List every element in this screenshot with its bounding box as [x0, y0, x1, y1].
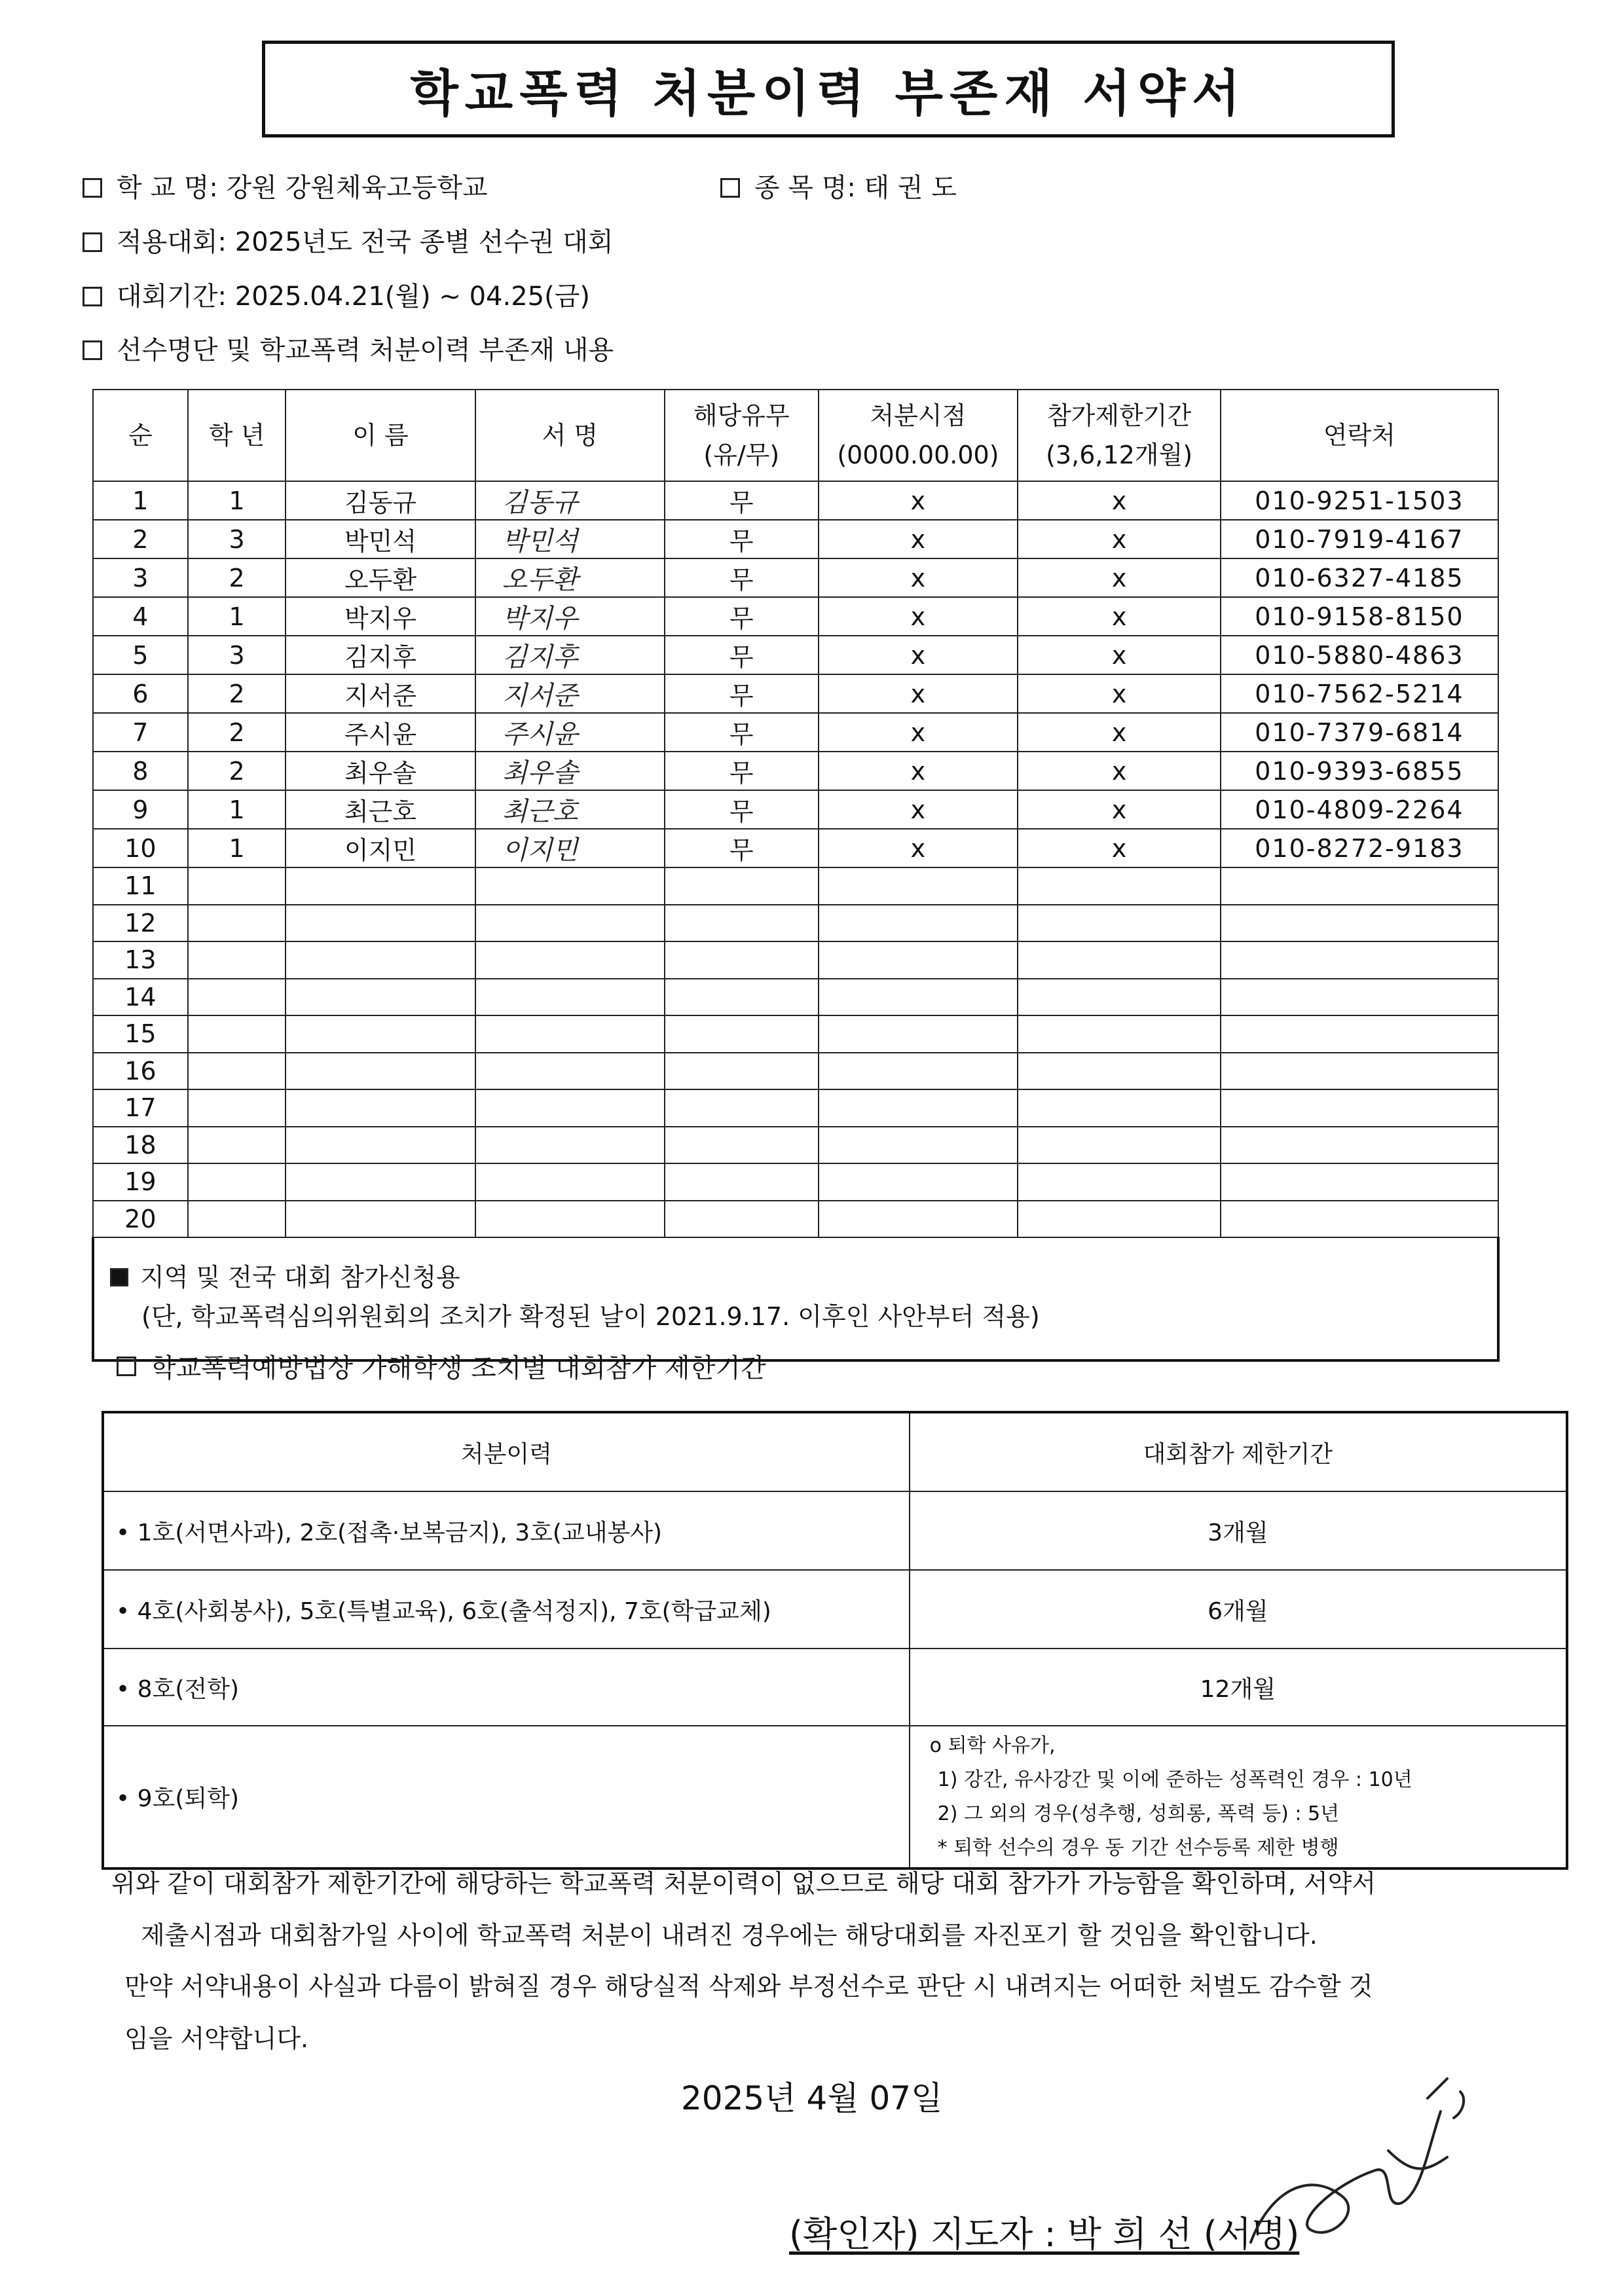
row-date: x: [819, 636, 1018, 674]
header-grade: 학 년: [188, 390, 286, 481]
header-no: 순: [93, 390, 188, 481]
filled-square-icon: [110, 1268, 128, 1286]
row-has-record: 무: [665, 752, 819, 790]
row-signature: 김지후: [475, 636, 665, 674]
roster-row-empty: [93, 1089, 1498, 1127]
row-date: x: [819, 520, 1018, 558]
expulsion-line: 1) 강간, 유사강간 및 이에 준하는 성폭력인 경우 : 10년: [937, 1768, 1412, 1791]
row-grade: 1: [188, 481, 286, 520]
row-date: x: [819, 481, 1018, 520]
row-date: [819, 1127, 1018, 1164]
roster-row-empty: [93, 1127, 1498, 1164]
row-date: x: [819, 713, 1018, 752]
row-signature: [475, 1163, 665, 1201]
row-has-record: [665, 905, 819, 942]
row-name: [286, 1201, 475, 1238]
roster-row: [93, 558, 1498, 597]
row-no: 11: [93, 867, 188, 905]
pledge-line2: 제출시점과 대회참가일 사이에 학교폭력 처분이 내려진 경우에는 해당대회를 자진포기 할 것임을 확인합니다.: [141, 1921, 1318, 1950]
row-limit: [1018, 941, 1220, 979]
row-has-record: [665, 1163, 819, 1201]
row-name: 김지후: [286, 636, 475, 674]
penalty-section-label: 학교폭력예방법상 가해학생 조치별 대회참가 제한기간: [151, 1353, 766, 1383]
roster-note-line1: [110, 1258, 1497, 1297]
row-grade: 2: [188, 558, 286, 597]
row-signature: 박민석: [475, 520, 665, 558]
row-grade: [188, 1015, 286, 1053]
row-date: x: [819, 790, 1018, 829]
row-grade: [188, 867, 286, 905]
checkbox-icon: [83, 178, 102, 198]
header-has-record-line2: (유/무): [703, 441, 780, 469]
row-grade: 2: [188, 713, 286, 752]
row-signature: 김동규: [475, 481, 665, 520]
checkbox-icon: [83, 287, 102, 306]
sport-label: 종 목 명:: [754, 173, 856, 203]
roster-note-text1: 지역 및 전국 대회 참가신청용: [140, 1263, 460, 1292]
row-name: 오두환: [286, 558, 475, 597]
row-signature: [475, 1053, 665, 1090]
row-limit: [1018, 1163, 1220, 1201]
row-grade: [188, 1089, 286, 1127]
row-contact: [1221, 1127, 1498, 1164]
row-contact: 010-6327-4185: [1221, 558, 1498, 597]
row-name: 최근호: [286, 790, 475, 829]
row-signature: [475, 1127, 665, 1164]
roster-row-empty: [93, 941, 1498, 979]
row-has-record: 무: [665, 597, 819, 636]
row-no: 20: [93, 1201, 188, 1238]
row-contact: 010-4809-2264: [1221, 790, 1498, 829]
row-has-record: 무: [665, 674, 819, 713]
row-limit: x: [1018, 481, 1220, 520]
row-has-record: 무: [665, 829, 819, 867]
penalty-row: [103, 1649, 1567, 1726]
row-no: 10: [93, 829, 188, 867]
header-date-line1: 처분시점: [870, 401, 967, 430]
row-limit: x: [1018, 790, 1220, 829]
row-no: 16: [93, 1053, 188, 1090]
row-no: 17: [93, 1089, 188, 1127]
pledge-line1: 위와 같이 대회참가 제한기간에 해당하는 학교폭력 처분이력이 없으므로 해당 대회 참가가 가능함을 확인하며, 서약서: [111, 1869, 1376, 1898]
penalty-table: [101, 1411, 1568, 1870]
row-contact: 010-7919-4167: [1221, 520, 1498, 558]
roster-row: [93, 790, 1498, 829]
row-name: 박지우: [286, 597, 475, 636]
roster-note-row: [93, 1237, 1498, 1360]
row-name: [286, 1015, 475, 1053]
row-grade: 2: [188, 752, 286, 790]
row-limit: x: [1018, 752, 1220, 790]
row-grade: [188, 979, 286, 1016]
row-limit: [1018, 1015, 1220, 1053]
row-date: [819, 979, 1018, 1016]
row-limit: [1018, 1089, 1220, 1127]
row-date: [819, 1089, 1018, 1127]
row-limit: [1018, 1127, 1220, 1164]
expulsion-line: * 퇴학 선수의 경우 동 기간 선수등록 제한 병행: [937, 1836, 1339, 1859]
checkbox-icon: [83, 340, 102, 360]
row-contact: [1221, 1201, 1498, 1238]
row-no: 9: [93, 790, 188, 829]
row-no: 14: [93, 979, 188, 1016]
roster-row-empty: [93, 905, 1498, 942]
row-contact: [1221, 1053, 1498, 1090]
row-date: x: [819, 829, 1018, 867]
row-limit: [1018, 1053, 1220, 1090]
row-grade: 3: [188, 520, 286, 558]
row-grade: [188, 1127, 286, 1164]
event-value: 2025년도 전국 종별 선수권 대회: [234, 227, 614, 257]
roster-row: [93, 597, 1498, 636]
row-limit: x: [1018, 713, 1220, 752]
row-has-record: [665, 867, 819, 905]
period-label: 대회기간:: [117, 282, 227, 312]
pledge-date: 2025년 4월 07일: [681, 2079, 943, 2117]
row-contact: 010-7379-6814: [1221, 713, 1498, 752]
roster-row-empty: [93, 1015, 1498, 1053]
row-limit: [1018, 867, 1220, 905]
row-name: 박민석: [286, 520, 475, 558]
header-name: 이 름: [286, 390, 475, 481]
row-no: 1: [93, 481, 188, 520]
sport-value: 태 권 도: [864, 173, 957, 203]
row-contact: 010-9393-6855: [1221, 752, 1498, 790]
row-name: [286, 1127, 475, 1164]
row-name: [286, 941, 475, 979]
roster-row: [93, 713, 1498, 752]
row-name: [286, 979, 475, 1016]
penalty-record: • 8호(전학): [103, 1649, 910, 1726]
event-line: [83, 226, 613, 259]
checkbox-icon: [117, 1357, 136, 1376]
expulsion-details: [910, 1726, 1567, 1868]
expulsion-line: 2) 그 외의 경우(성추행, 성희롱, 폭력 등) : 5년: [937, 1802, 1340, 1825]
row-date: x: [819, 558, 1018, 597]
row-date: [819, 1163, 1018, 1201]
roster-table: [92, 389, 1500, 1362]
header-date-line2: (0000.00.00): [837, 441, 999, 469]
roster-row: [93, 520, 1498, 558]
row-name: [286, 1053, 475, 1090]
row-contact: [1221, 941, 1498, 979]
row-signature: 주시윤: [475, 713, 665, 752]
row-contact: [1221, 1089, 1498, 1127]
row-signature: 박지우: [475, 597, 665, 636]
row-has-record: 무: [665, 790, 819, 829]
row-date: [819, 867, 1018, 905]
row-grade: 1: [188, 597, 286, 636]
row-signature: 최근호: [475, 790, 665, 829]
penalty-record: • 9호(퇴학): [103, 1726, 910, 1868]
row-no: 3: [93, 558, 188, 597]
confirmer-line: (확인자) 지도자 : 박 희 선 (서명): [789, 2214, 1300, 2255]
period-line: [83, 280, 590, 313]
row-has-record: [665, 1015, 819, 1053]
list-label: 선수명단 및 학교폭력 처분이력 부존재 내용: [117, 335, 614, 365]
checkbox-icon: [83, 232, 102, 252]
row-no: 8: [93, 752, 188, 790]
checkbox-icon: [720, 178, 740, 198]
row-no: 7: [93, 713, 188, 752]
penalty-header-row: [103, 1412, 1567, 1491]
row-name: 주시윤: [286, 713, 475, 752]
row-has-record: 무: [665, 713, 819, 752]
penalty-limit: 12개월: [910, 1649, 1567, 1726]
row-date: [819, 905, 1018, 942]
header-limit-line1: 참가제한기간: [1046, 401, 1192, 430]
row-name: 이지민: [286, 829, 475, 867]
row-limit: x: [1018, 636, 1220, 674]
row-limit: [1018, 905, 1220, 942]
row-has-record: [665, 941, 819, 979]
roster-body: [93, 481, 1498, 1360]
row-no: 15: [93, 1015, 188, 1053]
roster-row: [93, 829, 1498, 867]
penalty-limit: 3개월: [910, 1491, 1567, 1570]
row-no: 5: [93, 636, 188, 674]
roster-row-empty: [93, 1163, 1498, 1201]
row-date: x: [819, 597, 1018, 636]
penalty-row-expulsion: [103, 1726, 1567, 1868]
row-grade: [188, 941, 286, 979]
penalty-row: [103, 1570, 1567, 1649]
row-limit: x: [1018, 674, 1220, 713]
row-signature: [475, 1089, 665, 1127]
roster-row: [93, 636, 1498, 674]
roster-note: [93, 1237, 1498, 1360]
school-label: 학 교 명:: [117, 173, 218, 203]
row-contact: [1221, 1163, 1498, 1201]
row-name: 지서준: [286, 674, 475, 713]
period-value: 2025.04.21(월) ~ 04.25(금): [234, 282, 590, 312]
row-contact: 010-9251-1503: [1221, 481, 1498, 520]
header-has-record-line1: 해당유무: [693, 401, 790, 430]
penalty-row: [103, 1491, 1567, 1570]
row-has-record: [665, 1201, 819, 1238]
row-no: 13: [93, 941, 188, 979]
header-limit: [1018, 390, 1220, 481]
row-contact: [1221, 1015, 1498, 1053]
row-signature: [475, 1201, 665, 1238]
header-has-record: [665, 390, 819, 481]
header-limit-line2: (3,6,12개월): [1046, 441, 1193, 469]
row-name: 최우솔: [286, 752, 475, 790]
roster-row: [93, 752, 1498, 790]
row-signature: [475, 905, 665, 942]
row-contact: 010-9158-8150: [1221, 597, 1498, 636]
row-limit: [1018, 979, 1220, 1016]
row-has-record: 무: [665, 481, 819, 520]
header-signature: 서 명: [475, 390, 665, 481]
row-contact: [1221, 979, 1498, 1016]
row-signature: [475, 979, 665, 1016]
row-grade: [188, 1053, 286, 1090]
header-contact: 연락처: [1221, 390, 1498, 481]
row-date: x: [819, 752, 1018, 790]
row-limit: x: [1018, 597, 1220, 636]
school-line: [83, 172, 488, 204]
penalty-header-record: 처분이력: [103, 1412, 910, 1491]
penalty-header-limit: 대회참가 제한기간: [910, 1412, 1567, 1491]
row-signature: [475, 867, 665, 905]
row-has-record: 무: [665, 636, 819, 674]
row-contact: 010-7562-5214: [1221, 674, 1498, 713]
row-limit: x: [1018, 520, 1220, 558]
expulsion-line: o 퇴학 사유가,: [929, 1734, 1056, 1757]
roster-row-empty: [93, 1201, 1498, 1238]
pledge-line4: 임을 서약합니다.: [124, 2024, 309, 2053]
row-date: x: [819, 674, 1018, 713]
row-contact: [1221, 905, 1498, 942]
row-limit: x: [1018, 558, 1220, 597]
row-grade: [188, 905, 286, 942]
row-signature: [475, 1015, 665, 1053]
school-value: 강원 강원체육고등학교: [226, 173, 488, 203]
row-name: 김동규: [286, 481, 475, 520]
row-name: [286, 1163, 475, 1201]
row-contact: [1221, 867, 1498, 905]
row-has-record: [665, 979, 819, 1016]
row-grade: [188, 1163, 286, 1201]
row-signature: 이지민: [475, 829, 665, 867]
roster-header-row: [93, 390, 1498, 481]
handwritten-signature: [1231, 2072, 1493, 2282]
row-no: 18: [93, 1127, 188, 1164]
row-has-record: [665, 1053, 819, 1090]
row-limit: x: [1018, 829, 1220, 867]
row-contact: 010-8272-9183: [1221, 829, 1498, 867]
row-no: 2: [93, 520, 188, 558]
row-has-record: 무: [665, 558, 819, 597]
row-grade: 1: [188, 790, 286, 829]
roster-note-text2: (단, 학교폭력심의위원회의 조치가 확정된 날이 2021.9.17. 이후인 사안부터 적용): [141, 1302, 1040, 1331]
row-has-record: [665, 1089, 819, 1127]
row-date: [819, 1015, 1018, 1053]
row-name: [286, 905, 475, 942]
row-signature: 오두환: [475, 558, 665, 597]
roster-row: [93, 674, 1498, 713]
row-grade: 2: [188, 674, 286, 713]
sport-line: [720, 172, 957, 204]
row-contact: 010-5880-4863: [1221, 636, 1498, 674]
row-signature: [475, 941, 665, 979]
row-signature: 지서준: [475, 674, 665, 713]
row-date: [819, 1201, 1018, 1238]
roster-row: [93, 481, 1498, 520]
row-date: [819, 941, 1018, 979]
row-no: 4: [93, 597, 188, 636]
row-name: [286, 867, 475, 905]
row-no: 12: [93, 905, 188, 942]
roster-row-empty: [93, 867, 1498, 905]
list-line: [83, 334, 614, 367]
penalty-section-line: [117, 1347, 766, 1385]
row-has-record: 무: [665, 520, 819, 558]
penalty-limit: 6개월: [910, 1570, 1567, 1649]
roster-row-empty: [93, 979, 1498, 1016]
document-title: 학교폭력 처분이력 부존재 서약서: [262, 41, 1395, 137]
row-no: 19: [93, 1163, 188, 1201]
row-grade: 3: [188, 636, 286, 674]
row-name: [286, 1089, 475, 1127]
row-limit: [1018, 1201, 1220, 1238]
row-grade: [188, 1201, 286, 1238]
penalty-record: • 4호(사회봉사), 5호(특별교육), 6호(출석정지), 7호(학급교체): [103, 1570, 910, 1649]
row-grade: 1: [188, 829, 286, 867]
penalty-record: • 1호(서면사과), 2호(접촉·보복금지), 3호(교내봉사): [103, 1491, 910, 1570]
roster-row-empty: [93, 1053, 1498, 1090]
row-has-record: [665, 1127, 819, 1164]
row-signature: 최우솔: [475, 752, 665, 790]
event-label: 적용대회:: [117, 227, 227, 257]
row-date: [819, 1053, 1018, 1090]
row-no: 6: [93, 674, 188, 713]
pledge-line3: 만약 서약내용이 사실과 다름이 밝혀질 경우 해당실적 삭제와 부정선수로 판단 시 내려지는 어떠한 처벌도 감수할 것: [124, 1972, 1373, 2001]
header-date: [819, 390, 1018, 481]
